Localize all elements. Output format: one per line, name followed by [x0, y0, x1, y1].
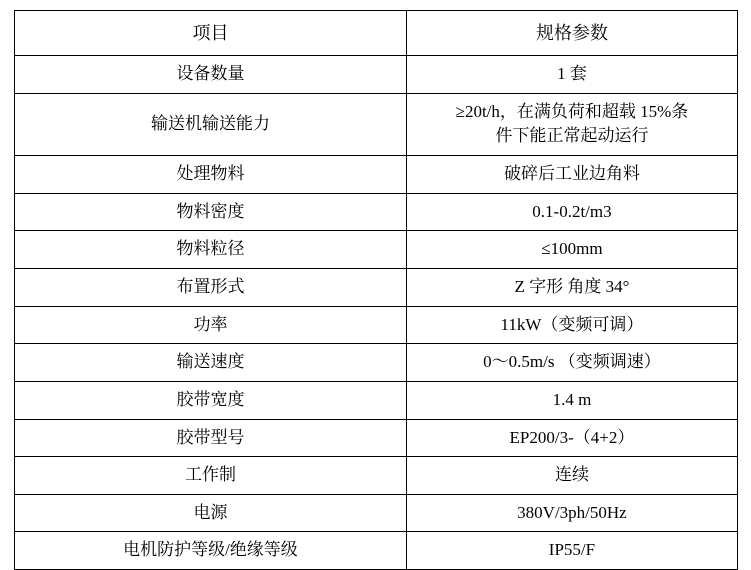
- row-item-label: 功率: [14, 306, 407, 344]
- row-item-value: Z 字形 角度 34°: [407, 268, 737, 306]
- row-item-label: 布置形式: [14, 268, 407, 306]
- row-item-value: 0～0.5m/s （变频调速）: [407, 344, 737, 382]
- table-row: [14, 457, 737, 495]
- row-item-label: 电源: [14, 494, 407, 532]
- row-item-value-line: 件下能正常起动运行: [495, 126, 649, 146]
- row-item-value: 1.4 m: [407, 381, 737, 419]
- row-item-value: 1 套: [407, 56, 737, 94]
- table-row: [14, 344, 737, 382]
- row-item-value: [407, 93, 737, 155]
- specification-table: [14, 10, 738, 570]
- table-row: [14, 56, 737, 94]
- table-row: [14, 381, 737, 419]
- row-item-label-line: 输送机输送能力: [150, 114, 270, 134]
- table-row: [14, 532, 737, 570]
- row-item-label: 胶带型号: [14, 419, 407, 457]
- row-item-value: 0.1-0.2t/m3: [407, 193, 737, 231]
- table-header-row: [14, 11, 737, 56]
- row-item-value: ≤100mm: [407, 231, 737, 269]
- row-item-label: 处理物料: [14, 156, 407, 194]
- table-row: [14, 231, 737, 269]
- row-item-value: EP200/3-（4+2）: [407, 419, 737, 457]
- table-row: [14, 306, 737, 344]
- row-item-value: IP55/F: [407, 532, 737, 570]
- row-item-label: 输送速度: [14, 344, 407, 382]
- row-item-label: 工作制: [14, 457, 407, 495]
- row-item-value-line: ≥20t/h，在满负荷和超载 15%条: [455, 101, 689, 121]
- row-item-label: 胶带宽度: [14, 381, 407, 419]
- row-item-value: 11kW（变频可调）: [407, 306, 737, 344]
- row-item-label: 电机防护等级/绝缘等级: [14, 532, 407, 570]
- table-row: [14, 494, 737, 532]
- column-header-value: 规格参数: [407, 11, 737, 56]
- row-item-label: 设备数量: [14, 56, 407, 94]
- table-row: [14, 156, 737, 194]
- row-item-value: 380V/3ph/50Hz: [407, 494, 737, 532]
- row-item-label: [14, 93, 407, 155]
- row-item-label: 物料密度: [14, 193, 407, 231]
- table-row: [14, 268, 737, 306]
- row-item-value: 连续: [407, 457, 737, 495]
- column-header-item: 项目: [14, 11, 407, 56]
- row-item-label: 物料粒径: [14, 231, 407, 269]
- row-item-value: 破碎后工业边角料: [407, 156, 737, 194]
- table-row: [14, 419, 737, 457]
- table-row: [14, 193, 737, 231]
- table-row: [14, 93, 737, 155]
